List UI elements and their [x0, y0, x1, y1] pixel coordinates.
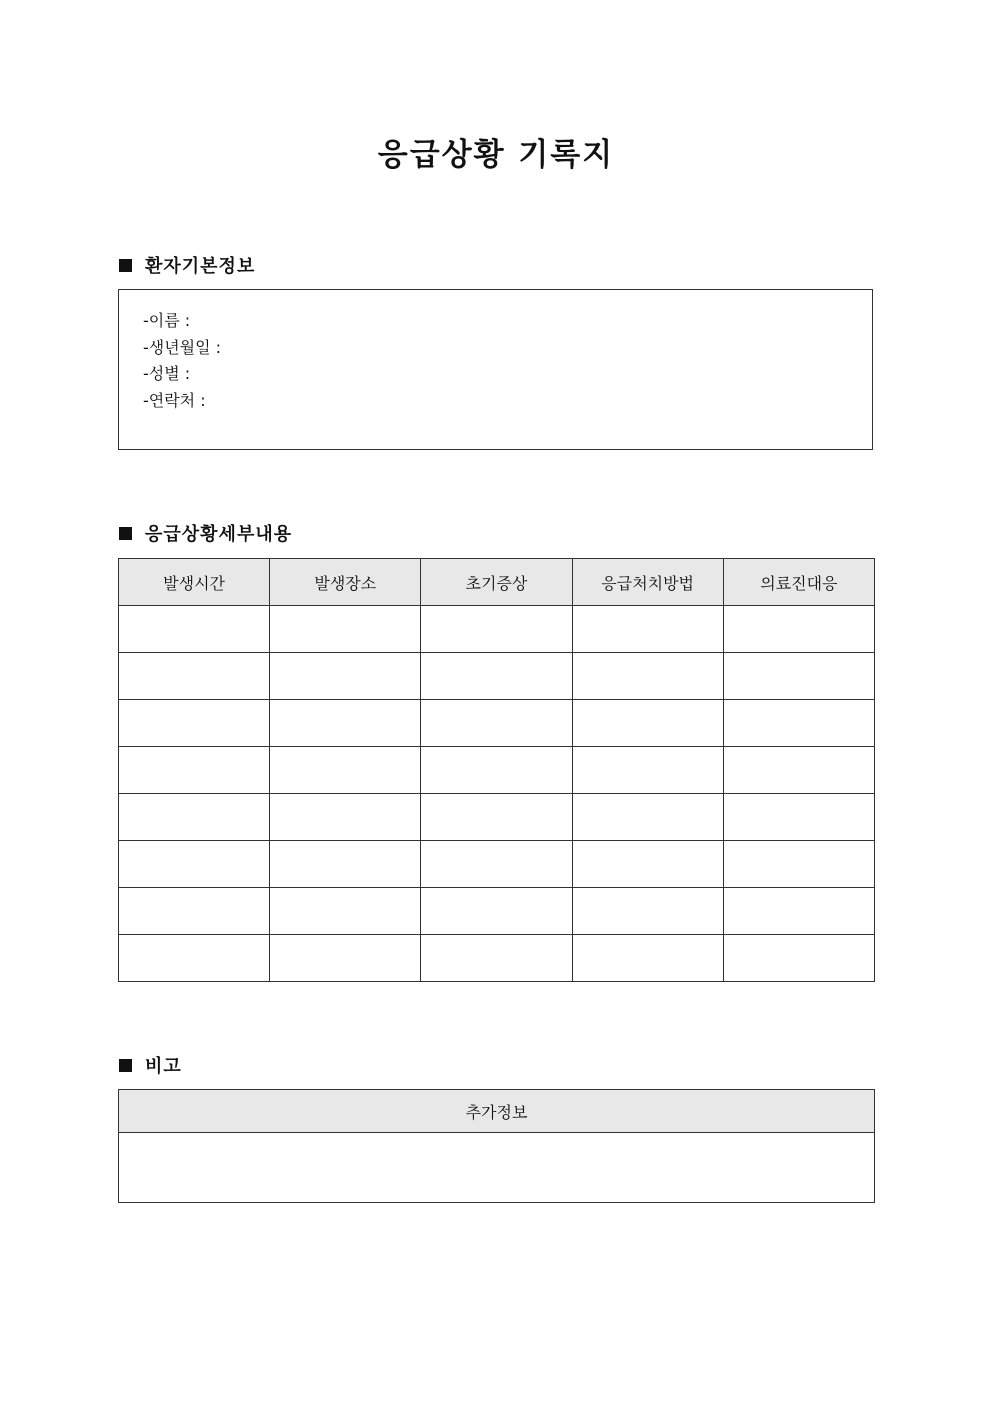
field-gender[interactable]: -성별 : [143, 364, 191, 383]
remarks-input-cell[interactable] [119, 1133, 875, 1203]
field-contact[interactable]: -연락처 : [143, 390, 206, 410]
table-cell[interactable] [421, 700, 572, 747]
table-row [119, 841, 875, 888]
table-cell[interactable] [723, 606, 874, 653]
table-cell[interactable] [723, 653, 874, 700]
remarks-table [118, 1089, 875, 1203]
table-cell[interactable] [572, 606, 723, 653]
table-cell[interactable] [270, 747, 421, 794]
square-bullet-icon [119, 1059, 132, 1072]
table-cell[interactable] [119, 606, 270, 653]
table-cell[interactable] [119, 888, 270, 935]
column-header-occurrence-time: 발생시간 [119, 559, 270, 606]
table-cell[interactable] [119, 653, 270, 700]
remarks-body-row [119, 1133, 875, 1203]
table-row [119, 935, 875, 982]
table-cell[interactable] [572, 794, 723, 841]
table-cell[interactable] [270, 653, 421, 700]
table-cell[interactable] [421, 794, 572, 841]
table-cell[interactable] [723, 935, 874, 982]
table-row [119, 700, 875, 747]
table-cell[interactable] [572, 935, 723, 982]
table-row [119, 747, 875, 794]
section-heading-label: 응급상황세부내용 [145, 524, 293, 545]
table-cell[interactable] [119, 700, 270, 747]
table-cell[interactable] [572, 888, 723, 935]
column-header-medical-response: 의료진대응 [723, 559, 874, 606]
table-row [119, 606, 875, 653]
table-cell[interactable] [723, 841, 874, 888]
column-header-first-aid: 응급처치방법 [572, 559, 723, 606]
table-cell[interactable] [421, 747, 572, 794]
section-heading-label: 환자기본정보 [145, 256, 256, 277]
table-cell[interactable] [723, 700, 874, 747]
table-cell[interactable] [421, 606, 572, 653]
square-bullet-icon [119, 259, 132, 272]
table-cell[interactable] [119, 794, 270, 841]
table-cell[interactable] [270, 794, 421, 841]
table-cell[interactable] [421, 653, 572, 700]
table-cell[interactable] [572, 653, 723, 700]
table-cell[interactable] [270, 700, 421, 747]
remarks-header-row [119, 1090, 875, 1133]
emergency-details-table [118, 558, 875, 982]
table-cell[interactable] [572, 747, 723, 794]
section-heading-emergency-details [119, 521, 292, 545]
table-cell[interactable] [723, 888, 874, 935]
patient-info-box [118, 289, 873, 450]
section-heading-remarks [119, 1053, 182, 1077]
column-header-location: 발생장소 [270, 559, 421, 606]
table-cell[interactable] [572, 700, 723, 747]
table-cell[interactable] [723, 794, 874, 841]
table-cell[interactable] [119, 841, 270, 888]
section-heading-label: 비고 [145, 1056, 182, 1077]
field-name[interactable]: -이름 : [143, 311, 191, 330]
table-cell[interactable] [270, 935, 421, 982]
table-cell[interactable] [421, 888, 572, 935]
section-heading-patient-info [119, 253, 255, 277]
table-row [119, 888, 875, 935]
table-header-row [119, 559, 875, 606]
table-cell[interactable] [119, 747, 270, 794]
column-header-initial-symptoms: 초기증상 [421, 559, 572, 606]
page-title: 응급상황 기록지 [377, 137, 615, 173]
table-cell[interactable] [572, 841, 723, 888]
table-cell[interactable] [723, 747, 874, 794]
table-cell[interactable] [270, 841, 421, 888]
table-cell[interactable] [421, 841, 572, 888]
table-body [119, 606, 875, 982]
square-bullet-icon [119, 527, 132, 540]
remarks-header: 추가정보 [119, 1090, 875, 1133]
field-birthdate[interactable]: -생년월일 : [143, 337, 222, 357]
table-cell[interactable] [421, 935, 572, 982]
table-cell[interactable] [119, 935, 270, 982]
table-row [119, 794, 875, 841]
table-cell[interactable] [270, 888, 421, 935]
table-cell[interactable] [270, 606, 421, 653]
table-row [119, 653, 875, 700]
